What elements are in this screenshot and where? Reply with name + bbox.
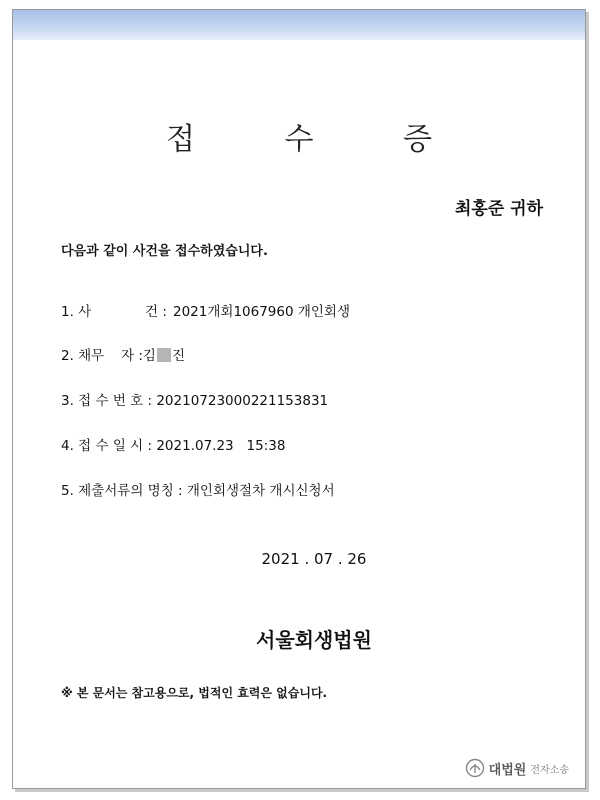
field-document-name-value: 개인회생절차 개시신청서 bbox=[186, 483, 335, 499]
field-document-name-label: 5. 제출서류의 명칭 : bbox=[61, 483, 187, 499]
footer-logo-suffix: 전자소송 bbox=[530, 764, 569, 776]
field-debtor bbox=[61, 344, 185, 364]
court-name: 서울회생법원 bbox=[256, 628, 372, 652]
document-page bbox=[12, 9, 586, 789]
field-case-value: 2021개회1067960 개인회생 bbox=[173, 304, 351, 320]
footer-logo-name: 대법원 bbox=[488, 762, 527, 778]
field-case bbox=[61, 300, 350, 320]
field-receipt-number bbox=[61, 389, 328, 409]
intro-text: 다음과 같이 사건을 접수하였습니다. bbox=[61, 244, 268, 259]
field-document-name bbox=[61, 479, 335, 499]
issue-date: 2021 . 07 . 26 bbox=[261, 550, 367, 568]
field-receipt-time-label: 4. 접 수 일 시 : bbox=[61, 438, 157, 454]
field-receipt-number-value: 20210723000221153831 bbox=[156, 393, 329, 409]
recipient-name: 최홍준 귀하 bbox=[454, 199, 543, 219]
redaction-block bbox=[157, 348, 171, 362]
field-case-label: 1. 사 건 : bbox=[61, 304, 167, 320]
court-emblem-icon bbox=[465, 758, 485, 778]
field-receipt-time-value: 2021.07.23 15:38 bbox=[156, 438, 286, 454]
footer-logo bbox=[465, 758, 569, 778]
header-band bbox=[13, 10, 585, 40]
field-receipt-number-label: 3. 접 수 번 호 : bbox=[61, 393, 157, 409]
field-debtor-value-first: 김 bbox=[142, 348, 156, 364]
field-debtor-label: 2. 채무 자 : bbox=[61, 348, 143, 364]
field-debtor-value-last: 진 bbox=[171, 348, 185, 364]
field-receipt-time bbox=[61, 434, 285, 454]
disclaimer-note: ※ 본 문서는 참고용으로, 법적인 효력은 없습니다. bbox=[61, 686, 328, 700]
document-title: 접 수 증 bbox=[165, 122, 472, 157]
